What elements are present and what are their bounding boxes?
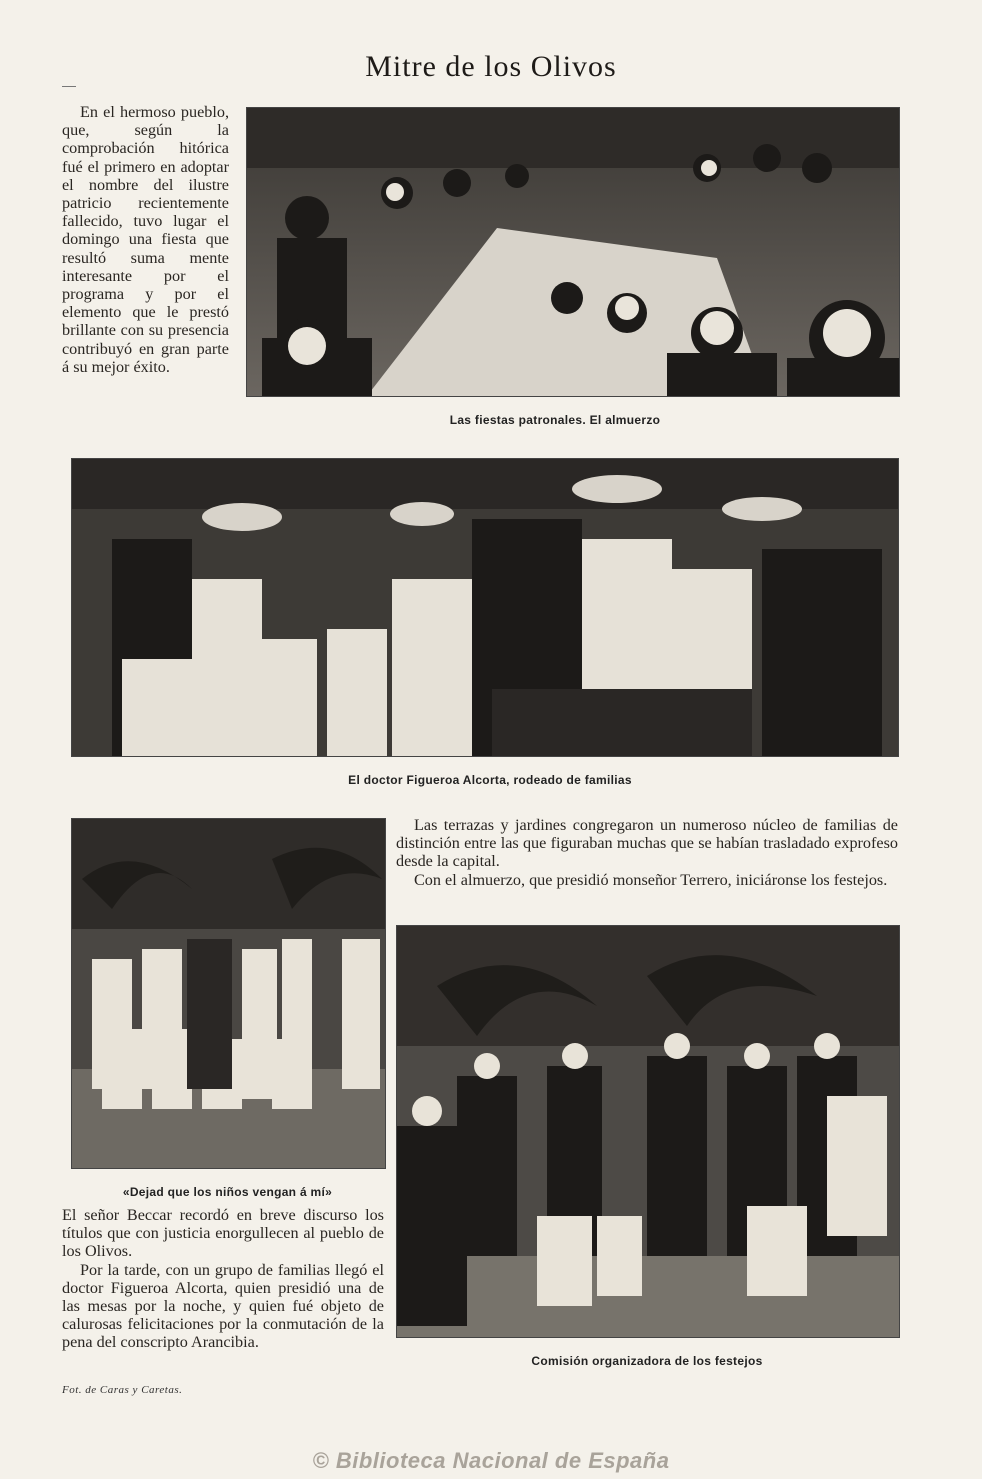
- photo-almuerzo: [246, 107, 900, 397]
- caption-comision: Comisión organizadora de los festejos: [531, 1354, 763, 1368]
- caption-familias: El doctor Figueroa Alcorta, rodeado de familias: [348, 773, 632, 787]
- photo-comision: [396, 925, 900, 1338]
- committee-scene-illustration: [397, 926, 899, 1337]
- children-scene-illustration: [72, 819, 385, 1168]
- caption-almuerzo: Las fiestas patronales. El almuerzo: [449, 413, 661, 427]
- page-title: Mitre de los Olivos: [365, 50, 617, 83]
- text-beccar: [62, 1206, 384, 1352]
- families-scene-illustration: [72, 459, 898, 756]
- intro-paragraph: En el hermoso pueblo, que, según la comprobación hitórica fué el primero en adoptar el nombre del ilustre patricio recientemente fallecido, tuvo lugar el domingo una fiesta que resultó suma mente interesante por el programa y por el elemento que le prestó brillante con su presencia contribuyó en gran parte á su mejor éxito.: [62, 103, 229, 376]
- paragraph-tarde: Por la tarde, con un grupo de familias llegó el doctor Figueroa Alcorta, quien presidió una de las mesas por la noche, y quien fué objeto de calurosas felicitaciones por la conmutación de la pena del conscripto Arancibia.: [62, 1260, 384, 1352]
- divider: [62, 86, 76, 87]
- paragraph-terrazas: Las terrazas y jardines congregaron un numeroso núcleo de familias de distinción entre las que figuraban muchas que se habían trasladado exprofeso desde la capital.: [396, 816, 898, 871]
- photo-credit: Fot. de Caras y Caretas.: [62, 1384, 183, 1396]
- photo-ninos: [71, 818, 386, 1169]
- text-terrazas: [396, 816, 898, 889]
- caption-ninos: «Dejad que los niños vengan á mí»: [122, 1185, 333, 1199]
- paragraph-almuerzo: Con el almuerzo, que presidió monseñor Terrero, iniciáronse los festejos.: [414, 870, 888, 889]
- photo-familias: [71, 458, 899, 757]
- banquet-scene-illustration: [247, 108, 899, 396]
- watermark: © Biblioteca Nacional de España: [312, 1448, 670, 1473]
- paragraph-beccar: El señor Beccar recordó en breve discurso los títulos que con justicia enorgullecen al pueblo de los Olivos.: [62, 1206, 384, 1261]
- intro-column: [62, 103, 229, 376]
